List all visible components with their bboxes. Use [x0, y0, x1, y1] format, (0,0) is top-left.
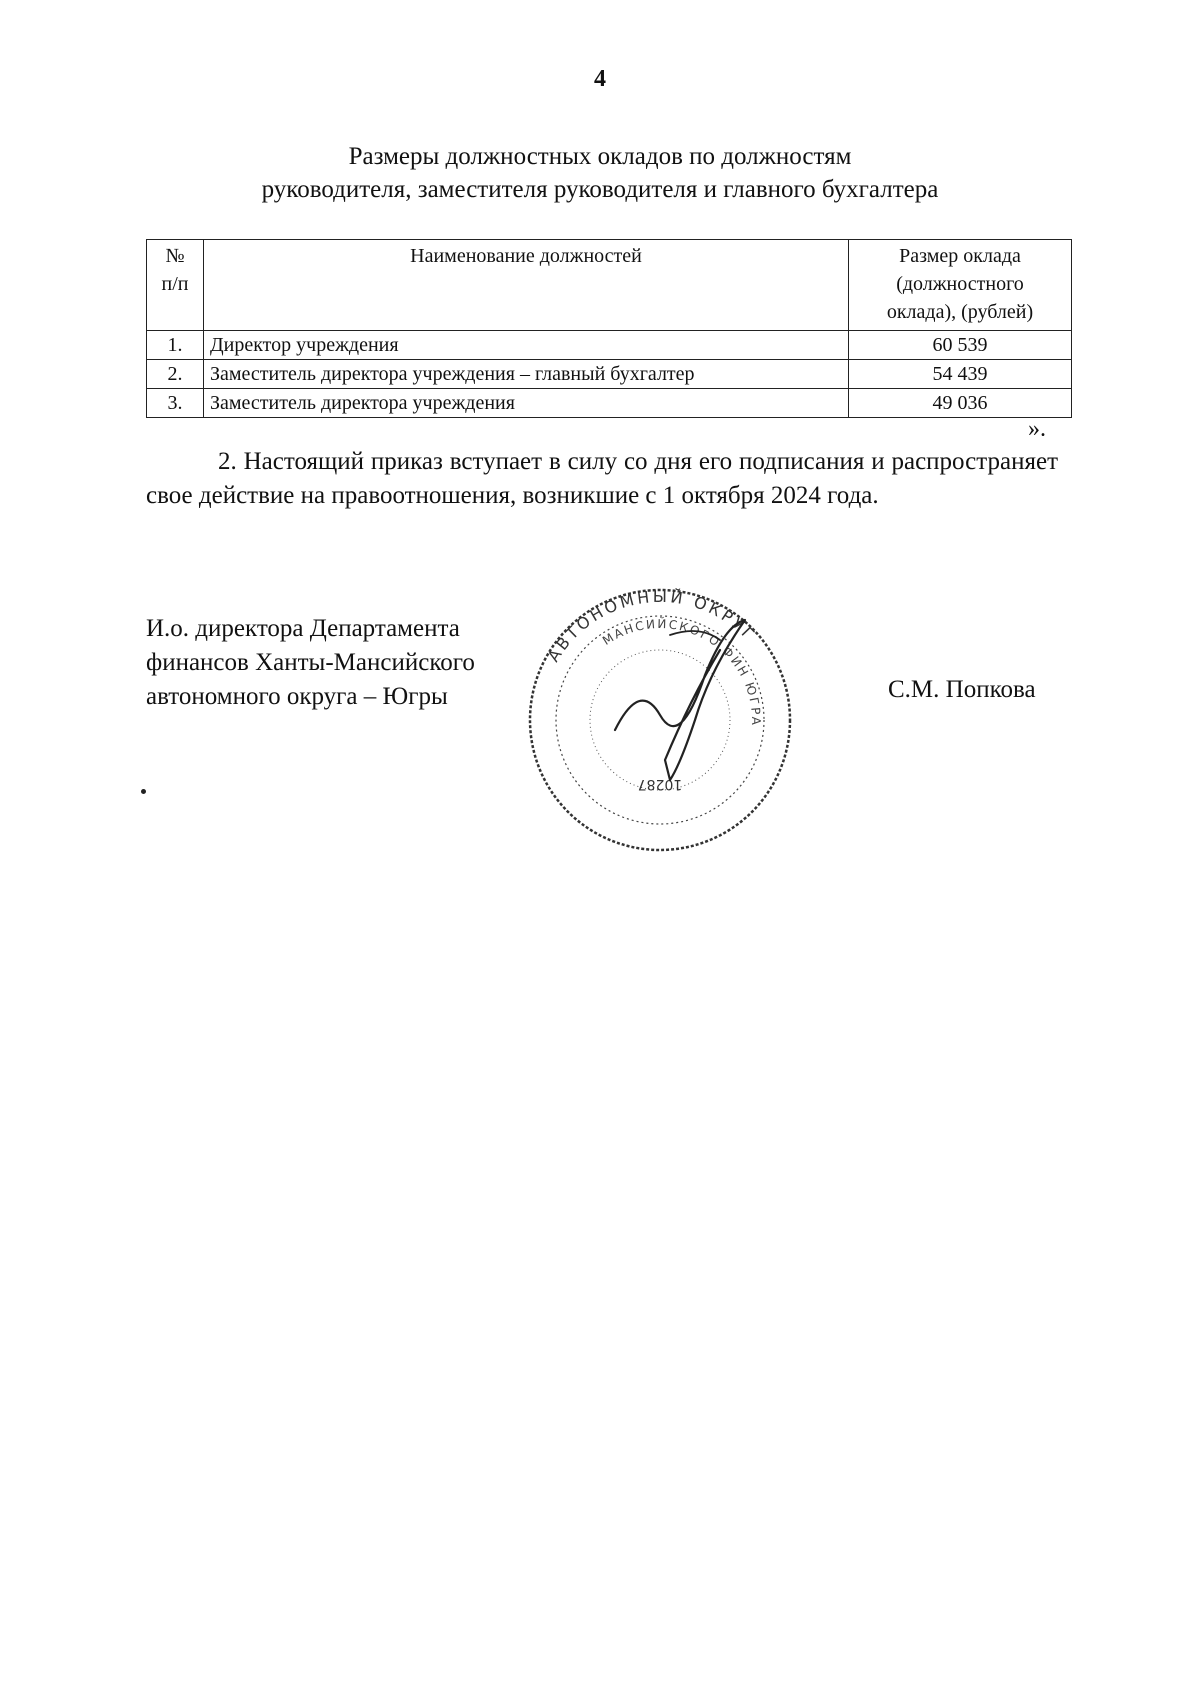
- page-number: 4: [594, 66, 606, 92]
- row-salary: 49 036: [849, 389, 1072, 418]
- table-row: [147, 389, 1072, 418]
- signatory-title: [146, 612, 475, 714]
- header-position-name: Наименование должностей: [204, 240, 849, 331]
- header-salary-line-1: Размер оклада: [899, 245, 1021, 267]
- table-row: [147, 331, 1072, 360]
- header-salary: [849, 240, 1072, 331]
- row-position-name: Заместитель директора учреждения: [204, 389, 849, 418]
- row-salary: 60 539: [849, 331, 1072, 360]
- header-number: [147, 240, 204, 331]
- svg-text:АВТОНОМНЫЙ ОКРУГ: АВТОНОМНЫЙ ОКРУГ: [543, 586, 761, 666]
- salary-table: [146, 239, 1072, 418]
- title-line-2: руководителя, заместителя руководителя и главного бухгалтера: [261, 176, 939, 203]
- closing-quote: ».: [1028, 416, 1046, 442]
- official-stamp-icon: [520, 580, 800, 860]
- signatory-name: С.М. Попкова: [888, 676, 1036, 703]
- header-salary-line-2: (должностного: [896, 273, 1024, 295]
- row-number: 1.: [147, 331, 204, 360]
- table-header-row: [147, 240, 1072, 331]
- row-number: 2.: [147, 360, 204, 389]
- header-number-line-2: п/п: [161, 273, 189, 295]
- svg-text:10287: 10287: [637, 776, 683, 792]
- row-number: 3.: [147, 389, 204, 418]
- signatory-title-line-2: финансов Ханты-Мансийского: [146, 649, 475, 676]
- table-title: [0, 140, 1200, 206]
- stray-mark: [141, 789, 146, 794]
- row-position-name: Заместитель директора учреждения – главный бухгалтер: [204, 360, 849, 389]
- header-number-line-1: №: [165, 245, 185, 267]
- paragraph-effective-date: 2. Настоящий приказ вступает в силу со дня его подписания и распространяет свое действие на правоотношения, возникшие с 1 октября 2024 года.: [146, 448, 1058, 509]
- signatory-title-line-3: автономного округа – Югры: [146, 683, 448, 710]
- signatory-title-line-1: И.о. директора Департамента: [146, 615, 460, 642]
- header-salary-line-3: оклада), (рублей): [886, 301, 1034, 323]
- row-salary: 54 439: [849, 360, 1072, 389]
- title-line-1: Размеры должностных окладов по должностям: [348, 143, 852, 170]
- table-row: [147, 360, 1072, 389]
- row-position-name: Директор учреждения: [204, 331, 849, 360]
- svg-text:МАНСИЙСКОГО ФИН ЮГРА: МАНСИЙСКОГО ФИН ЮГРА: [599, 616, 764, 728]
